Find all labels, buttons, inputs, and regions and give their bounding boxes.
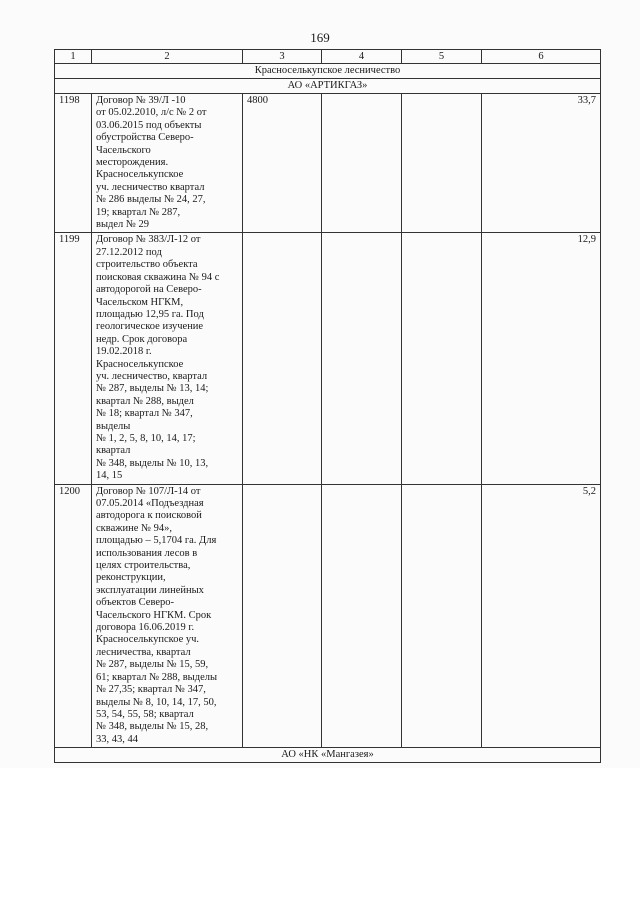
description-line: выделы: [96, 420, 131, 432]
description-line: объектов Северо-: [96, 597, 175, 609]
description-line: Красноселькупское: [96, 358, 184, 370]
description-line: Договор № 107/Л-14 от: [96, 485, 201, 497]
description-line: № 286 выделы № 24, 27,: [96, 194, 206, 206]
description-line: уч. лесничество квартал: [96, 181, 205, 193]
description-line: Договор № 383/Л-12 от: [96, 234, 201, 246]
description-line: обустройства Северо-: [96, 132, 194, 144]
description-line: площадью 12,95 га. Под: [96, 308, 204, 320]
description-line: эксплуатации линейных: [96, 584, 204, 596]
column-header: 4: [322, 50, 402, 64]
description-line: 07.05.2014 «Подъездная: [96, 498, 204, 509]
company-section-row: [55, 79, 601, 94]
description-line: лесничества, квартал: [96, 646, 191, 658]
description-line: договора 16.06.2019 г.: [96, 622, 195, 634]
column-3-value: [243, 484, 322, 748]
row-number: 1198: [55, 94, 92, 233]
table-row: [55, 233, 601, 484]
description-line: выдел № 29: [96, 219, 150, 231]
description-line: квартал № 288, выдел: [96, 395, 194, 407]
company-section-title: АО «АРТИКГАЗ»: [55, 79, 601, 94]
description-line: 61; квартал № 288, выделы: [96, 671, 218, 683]
column-header: 1: [55, 50, 92, 64]
description-line: реконструкции,: [96, 572, 166, 584]
description-line: автодорогой на Северо-: [96, 284, 202, 296]
column-3-value: [243, 233, 322, 484]
contract-description: [92, 233, 243, 484]
column-header: 5: [402, 50, 482, 64]
description-line: 53, 54, 55, 58; квартал: [96, 708, 194, 720]
row-number: 1199: [55, 233, 92, 484]
company-section-title: АО «НК «Мангазея»: [55, 748, 601, 763]
description-line: площадью – 5,1704 га. Для: [96, 535, 217, 547]
description-line: уч. лесничество, квартал: [96, 370, 208, 382]
description-line: Часельском НГКМ,: [96, 296, 184, 308]
row-number: 1200: [55, 484, 92, 748]
column-5-value: [402, 484, 482, 748]
column-header: 2: [92, 50, 243, 64]
description-line: Часельского: [96, 144, 151, 156]
column-4-value: [322, 94, 402, 233]
description-line: использования лесов в: [96, 547, 198, 559]
description-line: от 05.02.2010, л/с № 2 от: [96, 107, 207, 119]
description-line: Часельского НГКМ. Срок: [96, 609, 212, 621]
description-line: 19; квартал № 287,: [96, 206, 181, 218]
table-row: [55, 94, 601, 233]
description-line: геологическое изучение: [96, 321, 204, 333]
description-line: № 348, выделы № 15, 28,: [96, 721, 209, 733]
description-line: скважине № 94»,: [96, 522, 173, 534]
contract-description: [92, 484, 243, 748]
description-line: Договор № 39/Л -10: [96, 95, 186, 106]
description-line: выделы № 8, 10, 14, 17, 50,: [96, 696, 217, 708]
area-value: 12,9: [482, 233, 601, 484]
description-line: поисковая скважина № 94 с: [96, 271, 220, 283]
description-line: № 287, выделы № 13, 14;: [96, 383, 209, 395]
column-5-value: [402, 233, 482, 484]
column-4-value: [322, 233, 402, 484]
blank-area: [0, 768, 640, 905]
column-3-value: 4800: [243, 94, 322, 233]
column-header: 6: [482, 50, 601, 64]
description-line: № 18; квартал № 347,: [96, 408, 193, 420]
area-value: 33,7: [482, 94, 601, 233]
description-line: месторождения.: [96, 157, 169, 169]
area-value: 5,2: [482, 484, 601, 748]
description-line: № 1, 2, 5, 8, 10, 14, 17;: [96, 432, 196, 444]
forestry-section-title: Красноселькупское лесничество: [55, 64, 601, 79]
column-5-value: [402, 94, 482, 233]
column-4-value: [322, 484, 402, 748]
description-line: 14, 15: [96, 470, 123, 482]
table-row: [55, 484, 601, 748]
description-line: целях строительства,: [96, 560, 191, 572]
page-number: 169: [310, 30, 330, 45]
description-line: квартал: [96, 445, 131, 457]
description-line: 03.06.2015 под объекты: [96, 119, 202, 131]
description-line: № 27,35; квартал № 347,: [96, 684, 206, 696]
description-line: № 287, выделы № 15, 59,: [96, 659, 209, 671]
column-number-header: [55, 50, 601, 64]
description-line: строительство объекта: [96, 259, 198, 271]
description-line: Красноселькупское уч.: [96, 634, 200, 646]
description-line: 27.12.2012 под: [96, 246, 162, 258]
forestry-section-row: [55, 64, 601, 79]
contract-description: [92, 94, 243, 233]
description-line: 19.02.2018 г.: [96, 346, 152, 358]
company-section-row: [55, 748, 601, 763]
description-line: 33, 43, 44: [96, 733, 138, 745]
description-line: недр. Срок договора: [96, 333, 188, 345]
description-line: автодорога к поисковой: [96, 510, 202, 522]
forest-lease-table: [54, 49, 601, 763]
description-line: № 348, выделы № 10, 13,: [96, 457, 209, 469]
column-header: 3: [243, 50, 322, 64]
description-line: Красноселькупское: [96, 169, 184, 181]
